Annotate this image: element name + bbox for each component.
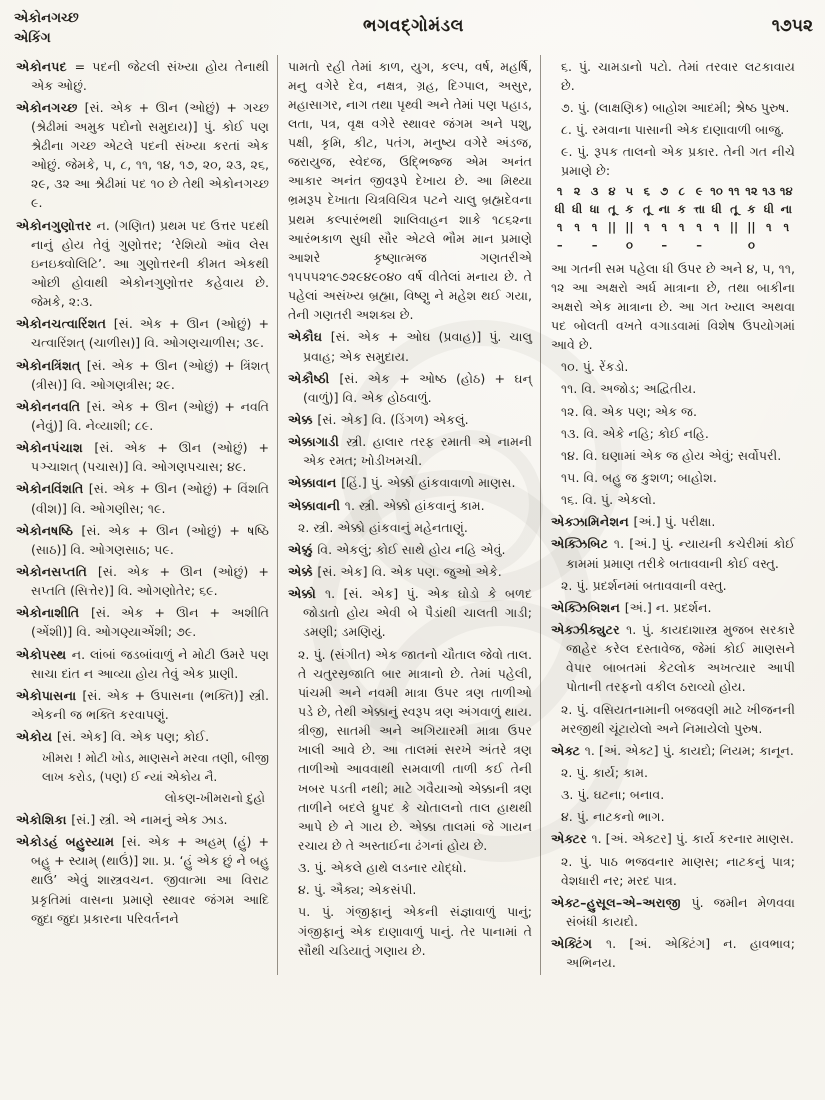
dictionary-entry: એક્કાવાની ૧. સ્ત્રી. એક્કો હાંકવાનું કામ. [288, 497, 485, 513]
tala-notation-cell: ધી [763, 202, 774, 217]
headword: એકોનગચ્છ [16, 99, 85, 115]
headword: એકોનચત્વારિંશત [16, 316, 114, 332]
dictionary-subentry: ૭. પું. (લાક્ષણિક) બાહોશ આદમી; શ્રેષ્ઠ પુરુષ. [561, 99, 790, 115]
dictionary-subentry: ૩. પું. એકલે હાથે લડનાર યોદ્ધો. [298, 860, 467, 876]
dictionary-entry: એકોડહં બહુસ્યામ [સં. એક + અહમ્ (હું) + બહુ + સ્યામ્ (થાઉં)] શા. પ્ર. ‘હું એક છું ને બહુ થાઉં’ એવું શાસ્ત્રવચન. જીવાત્મા આ વિરાટ પ્રકૃતિમાં વાસના પ્રમાણે સ્થાવર જંગમ આદિ જુદા જુદા પ્રકારના પરિવર્તનને [16, 834, 269, 926]
headword: એકોનપંચાશ [16, 440, 95, 456]
tala-notation-cell: ધી [572, 202, 583, 217]
tala-notation-cell: || [747, 219, 756, 234]
dictionary-subentry: ૪. પું. નાટકનો ભાગ. [561, 809, 665, 825]
dictionary-subentry: ૨. સ્ત્રી. એક્કો હાંકવાનું મહેનતાણું. [298, 519, 468, 535]
headword: એકોડહં બહુસ્યામ [16, 834, 122, 850]
dictionary-entry: એક્ટર ૧. [અં. એક્ટર] પું. કાર્ય કરનાર માણસ. [551, 831, 794, 847]
tala-notation-cell: ૧ [574, 219, 580, 234]
tala-notation-cell: ના [658, 202, 670, 217]
tala-notation-cell [708, 237, 725, 255]
headword: એક્ટ [551, 742, 585, 758]
tala-notation-cell: – [556, 237, 563, 252]
tala-notation-cell: તૂ [643, 202, 651, 217]
tala-notation-cell: ૪ [608, 184, 616, 199]
tala-notation-cell: ૬ [643, 184, 651, 199]
dictionary-entry: એકૌષ્ઠી [સં. એક + ઓષ્ઠ (હોઠ) + ઘન્ (વાળું)] વિ. એક હોઠવાળું. [288, 370, 532, 405]
tala-notation-cell: ૦ [747, 237, 755, 252]
tala-notation-cell: તૂ [730, 202, 738, 217]
dictionary-entry: એકોનાશીતિ [સં. એક + ઊન + અશીતિ (એંશી)] વિ. ઓગણ્યાએંશી; ૭૯. [16, 605, 269, 640]
tala-notation-cell [638, 237, 655, 255]
page-title: ભગવદ્ગોમંડલ [363, 16, 464, 36]
tala-notation-cell: ૧ [783, 219, 790, 234]
headword: એકોનષષ્ઠિ [16, 522, 82, 538]
dictionary-subentry: ૧૫. વિ. બહુ જ કુશળ; બાહોશ. [561, 470, 717, 485]
tala-notation-cell: ૮ [678, 184, 685, 199]
tala-notation-cell [778, 237, 795, 255]
tala-notation-cell: ૫ [625, 184, 634, 199]
tala-notation-cell: ક [747, 202, 756, 217]
dictionary-entry: એકોનનવતિ [સં. એક + ઊન (ઓછું) + નવતિ (નેવું)] વિ. નેવ્યાશી; ૮૯. [16, 398, 270, 434]
headword: એક્ટર [551, 831, 592, 847]
verse-quote: ખીમરા ! મોટી ખોડ, માણસને મરવા તણી, બીજી લાખ કરોડ, (પણ) ઈ ન્યાં એકોય નૈ. [42, 751, 269, 784]
dictionary-entry: એકોનપદ = પદની જેટલી સંખ્યા હોય તેનાથી એક ઓછું. [16, 58, 269, 93]
tala-notation-cell: ૧૪ [779, 184, 793, 199]
tala-notation-cell: ૧ [591, 219, 598, 234]
dictionary-entry: એકોનગુણોત્તર ન. (ગણિત) પ્રથમ પદ ઉત્તર પદથી નાનું હોય તેવું ગુણોત્તર; ‘રેશિયો ઑવ લેસ ઇનઇક્વોલિટિ’. આ ગુણોત્તરની કીમત એકથી ઓછી હોવાથી એકોનગુણોત્તર કહેવાય છે. જેમકે, ૨:૩. [16, 217, 269, 310]
dictionary-entry: એકોય [સં. એક] વિ. એક પણ; કોઈ. [16, 729, 210, 745]
dictionary-subentry: ૨. પું. પ્રદર્શનમાં બતાવવાની વસ્તુ. [561, 577, 727, 593]
dictionary-subentry: ૧૬. વિ. પું. એકલો. [561, 492, 656, 508]
dictionary-entry: એકોનષષ્ઠિ [સં. એક + ઊન (ઓછું) + ષષ્ઠિ (સાઠ)] વિ. ઓગણસાઠ; ૫૯. [16, 522, 269, 557]
tala-notation-cell: ૧ [713, 219, 720, 234]
tala-notation-cell: || [607, 219, 617, 234]
headword: એક્ટ–હુસૂલ–એ–અરાજી [551, 894, 692, 910]
dictionary-subentry: ૧૪. વિ. ઘણામાં એક જ હોય એવું; સર્વોપરી. [561, 447, 782, 463]
dictionary-subentry: ૨. પું. કાર્ય; કામ. [561, 764, 648, 780]
dictionary-subentry: ૨. પું. વસિયતનામાની બજવણી માટે ખીજનની મરજીથી ચૂંટાયેલો અને નિમાયેલો પુરુષ. [561, 701, 795, 736]
headword: એક્ટિંગ [551, 936, 606, 952]
dictionary-entry: એકોપાસના [સં. એક + ઉપાસના (ભક્તિ)] સ્ત્રી. એકની જ ભક્તિ કરવાપણું. [16, 687, 269, 722]
page-header [14, 8, 813, 49]
dictionary-entry: એક્ટિંગ ૧. [અં. એક્ટિંગ] ન. હાવભાવ; અભિનય. [551, 936, 795, 971]
page-number: ૧૭૫૨ [771, 16, 813, 36]
headword: એક્ઝિબિશન [551, 599, 625, 615]
tala-notation-cell: ૧ [644, 219, 650, 234]
headword: એકોશિકા [16, 811, 72, 827]
tala-notation-cell: ૧૨ [745, 184, 758, 199]
tala-notation-cell: ૧ [556, 184, 563, 199]
dictionary-entry: એકોનપંચાશ [સં. એક + ઊન (ઓછું) + પઞ્ચાશત્ (પચાસ)] વિ. ઓગણપચાસ; ૪૯. [16, 440, 269, 475]
tala-notation-cell [603, 237, 620, 255]
dictionary-entry: એક્ટ–હુસૂલ–એ–અરાજી પું. જમીન મેળવવા સંબંધી કાયદો. [551, 894, 795, 929]
headword: એક્ક [288, 412, 318, 428]
column-2 [277, 55, 540, 976]
headword: એકોય [16, 729, 57, 745]
continuation-text: પામતો રહી તેમાં કાળ, યુગ, કલ્પ, વર્ષ, મહર્ષિ, મનુ વગેરે દેવ, નક્ષત્ર, ગ્રહ, દિગ્પાલ, અસુર, મહાસાગર, નાગ તથા પૃથ્વી અને તેમાં પણ પહાડ, લતા, પત્ર, વૃક્ષ વગેરે સ્થાવર જંગમ અને પશુ, પક્ષી, કૃમિ, કીટ, પતંગ, મનુષ્ય વગેરે અંડજ, જરાયુજ, સ્વેદજ, ઉદ્ભિજ્જ એમ અનંત આકાર અનંત જીવરૂપે દેખાય છે. આ મિથ્યા ભ્રમરૂપ દેખાતા ચિત્રવિચિત્ર પટને ચાલુ બ્રહ્મદેવના પ્રથમ કલ્પારંભથી શાલિવાહન શાકે ૧૮૬૨ના આરંભકાળ સુધી સૌર એટલે ભૌમ માન પ્રમાણે આશરે કૃષ્ણાત્મજ ગણતરીએ ૧૫૫૫૨૧૯૭૨૯૪૯૦૪૦ વર્ષ વીતેલાં મનાય છે. તે પહેલાં અસંખ્ય બ્રહ્મા, વિષ્ણુ ને મહેશ થઈ ગયા, તેની ગણતરી અશક્ય છે. [288, 58, 532, 323]
tala-notation-cell [760, 237, 777, 255]
headword: એક્કાગાડી [288, 434, 347, 450]
tala-notation-cell: ૧ [766, 219, 772, 234]
tala-notation-cell: – [591, 237, 598, 252]
dictionary-entry: એકૌઘ [સં. એક + ઓઘ (પ્રવાહ)] પું. ચાલુ પ્રવાહ; એક સમુદાય. [288, 329, 532, 364]
dictionary-entry: એક્કાગાડી સ્ત્રી. હાલાર તરફ રમાતી એ નામની એક રમત; ખોડીખમચી. [288, 434, 532, 469]
headword: એકોનગુણોત્તર [16, 217, 97, 233]
tala-notation-cell: ધી [711, 202, 722, 217]
dictionary-subentry: ૨. પું. પાઠ ભજવનાર માણસ; નાટકનું પાત્ર; વેશધારી નર; મરદ પાત્ર. [561, 853, 795, 888]
headword: એકોપસ્થ [16, 646, 72, 662]
dictionary-subentry: ૧૩. વિ. એકે નહિ; કોઈ નહિ. [561, 425, 709, 441]
headword: એકોનસપ્તતિ [16, 564, 98, 580]
tala-notation-cell: ૧૩ [762, 184, 776, 199]
dictionary-subentry: ૩. પું. ઘટના; બનાવ. [561, 787, 665, 803]
tala-notation-cell: ૨ [573, 184, 581, 199]
tala-notation-cell [673, 237, 690, 255]
column-1 [14, 55, 277, 976]
tala-notation-cell: ધી [554, 202, 565, 217]
tala-notation-cell: – [661, 237, 668, 252]
dictionary-entry: એક્ઝામિનેશન [અં.] પું. પરીક્ષા. [551, 514, 716, 530]
dictionary-entry: એક્કે [સં. એક] વિ. એક પણ. જુઓ એકે. [288, 564, 502, 580]
headword: એકોનપદ [16, 58, 75, 74]
dictionary-subentry: ૬. પું. ચામડાનો પટો. તેમાં તરવાર લટકાવાય છે. [561, 58, 795, 93]
tala-notation-cell: ધા [589, 202, 600, 217]
columns-container [14, 55, 813, 976]
dictionary-entry: એકોશિકા [સં.] સ્ત્રી. એ નામનું એક ઝાડ. [16, 811, 228, 827]
tala-notation-cell: ના [780, 202, 792, 217]
dictionary-subentry: ૯. પું. રૂપક તાલનો એક પ્રકાર. તેની ગત નીચે પ્રમાણે છે: [561, 144, 795, 179]
headword: એક્કે [288, 564, 318, 580]
dictionary-entry: એકોનગચ્છ [સં. એક + ઊન (ઓછું) + ગચ્છ (શ્રેઢીમાં અમુક પદોનો સમુદાય)] પું. કોઈ પણ શ્રેઢીના ગચ્છ એટલે પદની સંખ્યા કરતાં એક ઓછું. જેમકે, ૫, ૮, ૧૧, ૧૪, ૧૭, ૨૦, ૨૩, ૨૬, ૨૯, ૩૨ આ શ્રેઢીમાં પદ ૧૦ છે તેથી એકોનગચ્છ ૯. [16, 99, 269, 211]
tala-notation-cell: || [625, 219, 634, 234]
dictionary-subentry: ૧૧. વિ. અજોડ; અદ્વિતીય. [561, 381, 697, 397]
running-head [14, 8, 214, 49]
dictionary-entry: એક્કું વિ. એકલું; કોઈ સાથે હોય નહિ એવું. [288, 541, 506, 557]
dictionary-entry: એક્ક [સં. એક] વિ. (ડિંગળ) એકલું. [288, 412, 469, 428]
tala-notation-cell [725, 237, 742, 255]
tala-notation-cell: ૩ [590, 184, 599, 199]
tala-notation-cell: ૦ [625, 237, 633, 252]
dictionary-subentry: ૮. પું. રમવાના પાસાની એક દાણાવાળી બાજુ. [561, 121, 785, 137]
headword: એક્કાવાન [288, 475, 342, 491]
tala-notation-cell: ૧૧ [728, 184, 740, 199]
dictionary-entry: એક્ઝીક્યુટર ૧. પું. કાયદાશાસ્ત્ર મુજબ સરકારે જાહેર કરેલ દસ્તાવેજ, જેમાં કોઈ માણસને વેપાર બાબતમાં કેટલોક અખત્યાર આપી પોતાની તરફનો વકીલ ઠરાવ્યો હોય. [551, 621, 795, 695]
dictionary-entry: એક્કો ૧. [સં. એક] પું. એક ઘોડો કે બળદ જોડાતો હોય એવી બે પૈડાંથી ચાલતી ગાડી; ડમણી; ડમણિયું. [288, 586, 533, 640]
dictionary-entry: એકોનવિંશતિ [સં. એક + ઊન (ઓછું) + વિંશતિ (વીશ)] વિ. ઓગણીસ; ૧૯. [16, 481, 269, 516]
dictionary-entry: એક્કાવાન [હિં.] પું. એક્કો હાંકવાવાળો માણસ. [288, 475, 516, 491]
dictionary-entry: એક્ઝિબિશન [અં.] ન. પ્રદર્શન. [551, 599, 712, 615]
headword: એક્કું [288, 541, 318, 557]
headword: એકોનનવતિ [16, 398, 87, 414]
tala-notation-cell: ત્તા [693, 202, 705, 217]
headword: એકોનવિંશતિ [16, 481, 89, 497]
headword: એક્કો [288, 586, 325, 602]
headword: એકૌષ્ઠી [288, 370, 340, 386]
headword: એકૌઘ [288, 329, 331, 345]
tala-notation-cell: – [696, 237, 702, 252]
tala-notation-cell: તૂ [608, 202, 616, 217]
tala-notation-cell: ક [625, 202, 634, 217]
verse-attribution: લોકણ-ખીમરાનો દુહો [164, 790, 265, 805]
tala-notation-cell: ૭ [660, 184, 669, 199]
dictionary-subentry: ૨. પું. (સંગીત) એક જાતનો ચૌતાલ જેવો તાલ. તે ચતુરસ્રજાતિ બાર માત્રાનો છે. તેમાં પહેલી, પાંચમી અને નવમી માત્રા ઉપર ત્રણ તાળીઓ પડે છે, તેથી એક્કાનું સ્વરૂપ ત્રણ અંગવાળું થાય. ત્રીજી, સાતમી અને અગિયારમી માત્રા ઉપર ખાલી આવે છે. આ તાલમાં સરખે અંતરે ત્રણ તાળીઓ આવવાથી સમવાળી તાળી કઈ તેની ખબર પડતી નથી; માટે ગવૈયાઓ એક્કાની ત્રણ તાળીને બદલે ધ્રુપદ કે ચોતાલનો તાલ હાથથી આપે છે ને ગાય છે. એક્કા તાલમાં જે ગાયન રચાય છે તે અસ્તાઈના ઢંગનાં હોય છે. [298, 646, 532, 853]
dictionary-subentry: ૪. પું. ઐક્ય; એકસંપી. [298, 882, 417, 898]
dictionary-entry: એકોપસ્થ ન. લાંબાં જડબાંવાળું ને મોટી ઉમરે પણ સાચા દાંત ન આવ્યા હોય તેવું એક પ્રાણી. [16, 646, 269, 681]
headword: એક્ઝીક્યુટર [551, 621, 627, 637]
column-3 [540, 55, 803, 976]
dictionary-entry: એક્ટ ૧. [અં. એક્ટ] પું. કાયદો; નિયમ; કાનૂન. [551, 742, 794, 758]
tala-notation-cell: ૯ [695, 184, 703, 199]
tala-notation-cell: ૧ [556, 219, 563, 234]
dictionary-entry: એકોનસપ્તતિ [સં. એક + ઊન (ઓછું) + સપ્તતિ (સિત્તેર)] વિ. ઓગણોતેર; ૬૯. [16, 564, 269, 599]
running-head-last-word: એકિંગ [14, 30, 51, 47]
tala-notation-cell: ૧ [696, 219, 702, 234]
tala-notation-cell [568, 237, 585, 255]
tala-notation-table [551, 183, 795, 254]
dictionary-entry: એકોનત્રિંશત્ [સં. એક + ઊન (ઓછું) + ત્રિંશત્ (ત્રીસ)] વિ. ઓગણત્રીસ; ૨૯. [16, 357, 269, 392]
dictionary-subentry: ૧૨. વિ. એક પણ; એક જ. [561, 403, 697, 419]
dictionary-subentry: ૫. પું. ગંજીફાનું એકની સંજ્ઞાવાળું પાનું; ગંજીફાનું એક દાણાવાળું પાનું. તેર પાનામાં તે સૌથી ચડિયાતું ગણાય છે. [298, 904, 532, 958]
running-head-first-word: એકોનગચ્છ [14, 10, 79, 26]
tala-notation-cell: ૧ [661, 219, 668, 234]
headword: એકોપાસના [16, 687, 83, 703]
tala-notation-cell: || [729, 219, 739, 234]
headword: એકોનાશીતિ [16, 605, 91, 621]
tala-notation-cell: ૧૦ [710, 184, 723, 199]
dictionary-entry: એક્ઝિબિટ ૧. [અં.] પું. ન્યાયની કચેરીમાં કોઈ કામમાં પ્રમાણ તરીકે બતાવવાની કોઈ વસ્તુ. [551, 536, 795, 571]
dictionary-subentry: ૧૦. પું. રેંકડો. [561, 359, 629, 375]
continuation-text: આ ગતની સમ પહેલા ધી ઉપર છે અને ૪, ૫, ૧૧, ૧૨ આ અક્ષરો અર્ધ માત્રાના છે, તથા બાકીના અક્ષરો એક માત્રાના છે. આ ગત ખ્યાલ અથવા પદ બોલતી વખતે વગાડવામાં વિશેષ ઉપયોગમાં આવે છે. [551, 260, 795, 353]
tala-notation-cell: ક [677, 202, 686, 217]
tala-notation-cell: ૧ [678, 219, 685, 234]
headword: એક્કાવાની [288, 497, 345, 513]
headword: એકોનત્રિંશત્ [16, 357, 87, 373]
dictionary-entry: એકોનચત્વારિંશત [સં. એક + ઊન (ઓછું) + ચત્વારિંશત્ (ચાળીસ)] વિ. ઓગણચાળીસ; ૩૯. [16, 316, 269, 351]
headword: એક્ઝામિનેશન [551, 514, 634, 530]
headword: એક્ઝિબિટ [551, 536, 614, 552]
